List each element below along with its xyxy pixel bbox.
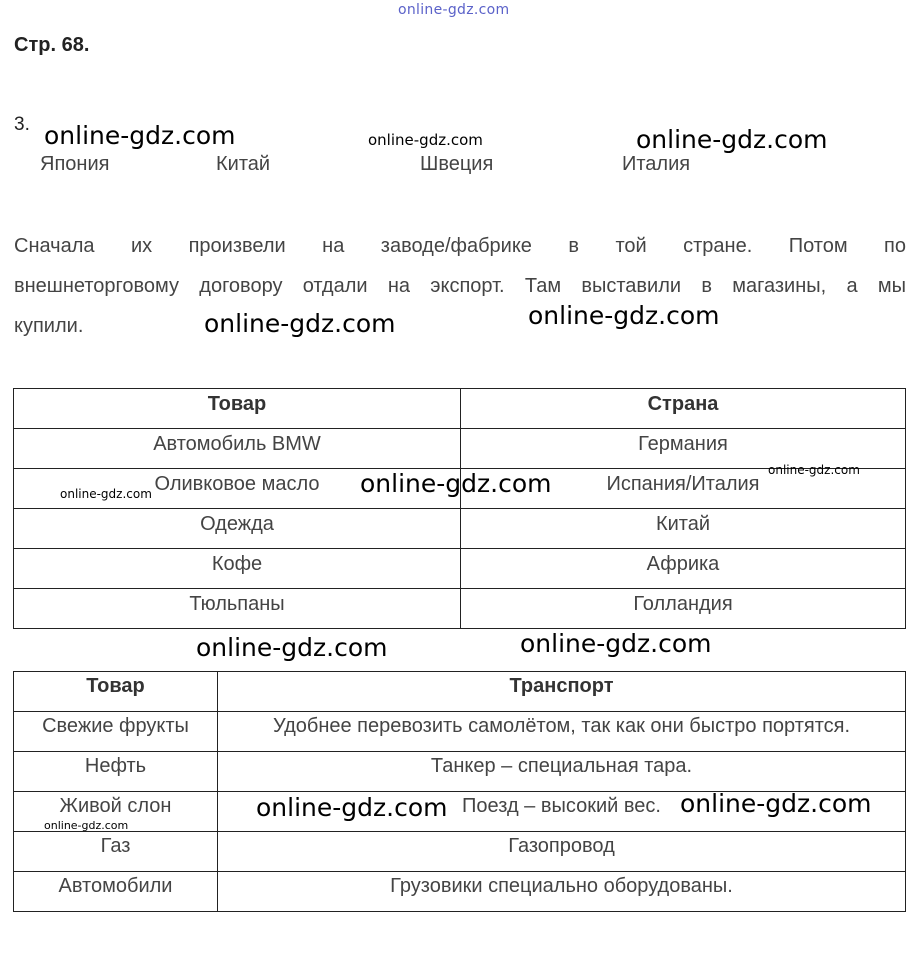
table-row xyxy=(14,832,906,872)
watermark: online-gdz.com xyxy=(520,629,712,658)
watermark: online-gdz.com xyxy=(60,487,152,501)
watermark: online-gdz.com xyxy=(196,633,388,662)
table-row xyxy=(14,509,906,549)
table-row xyxy=(14,549,906,589)
watermark: online-gdz.com xyxy=(44,121,236,150)
goods-cell: Оливковое масло xyxy=(14,469,461,509)
country-cell: Африка xyxy=(461,549,906,589)
country-italy: Италия xyxy=(622,153,691,175)
header-goods: Товар xyxy=(14,672,218,712)
table-row xyxy=(14,872,906,912)
header-transport: Транспорт xyxy=(218,672,906,712)
country-china: Китай xyxy=(216,153,271,175)
country-cell: Германия xyxy=(461,429,906,469)
transport-cell: Удобнее перевозить самолётом, так как они быстро портятся. xyxy=(218,712,906,752)
country-cell: Голландия xyxy=(461,589,906,629)
goods-cell: Автомобили xyxy=(14,872,218,912)
watermark: online-gdz.com xyxy=(768,463,860,477)
paragraph-line: Сначала их произвели на заводе/фабрике в той стране. Потом по xyxy=(14,235,906,257)
watermark: online-gdz.com xyxy=(360,469,552,498)
country-cell: Испания/Италия xyxy=(461,469,906,509)
country-cell: Китай xyxy=(461,509,906,549)
table-row xyxy=(14,712,906,752)
paragraph-line: внешнеторговому договору отдали на экспорт. Там выставили в магазины, а мы xyxy=(14,275,906,297)
paragraph-line: купили. xyxy=(14,315,84,337)
watermark: online-gdz.com xyxy=(44,819,129,832)
goods-cell: Нефть xyxy=(14,752,218,792)
watermark: online-gdz.com xyxy=(680,789,872,818)
watermark: online-gdz.com xyxy=(528,301,720,330)
table-header-row xyxy=(14,672,906,712)
goods-country-table xyxy=(13,388,906,629)
table-header-row xyxy=(14,389,906,429)
table-row xyxy=(14,752,906,792)
goods-cell: Свежие фрукты xyxy=(14,712,218,752)
goods-cell: Одежда xyxy=(14,509,461,549)
goods-cell: Живой слон xyxy=(14,792,218,832)
task-number: 3. xyxy=(14,114,30,135)
page-title: Стр. 68. xyxy=(14,34,90,56)
answer-paragraph xyxy=(14,226,906,346)
header-country: Страна xyxy=(461,389,906,429)
watermark: online-gdz.com xyxy=(368,131,483,149)
watermark: online-gdz.com xyxy=(204,309,396,338)
transport-cell: Газопровод xyxy=(218,832,906,872)
country-japan: Япония xyxy=(40,153,110,175)
watermark-top: online-gdz.com xyxy=(398,2,510,18)
header-goods: Товар xyxy=(14,389,461,429)
watermark: online-gdz.com xyxy=(256,793,448,822)
goods-cell: Тюльпаны xyxy=(14,589,461,629)
transport-cell: Танкер – специальная тара. xyxy=(218,752,906,792)
watermark: online-gdz.com xyxy=(636,125,828,154)
goods-cell: Газ xyxy=(14,832,218,872)
transport-cell: Грузовики специально оборудованы. xyxy=(218,872,906,912)
goods-cell: Кофе xyxy=(14,549,461,589)
table-row xyxy=(14,589,906,629)
goods-cell: Автомобиль BMW xyxy=(14,429,461,469)
transport-cell: Поезд – высокий вес. xyxy=(218,792,906,832)
country-sweden: Швеция xyxy=(420,153,494,175)
